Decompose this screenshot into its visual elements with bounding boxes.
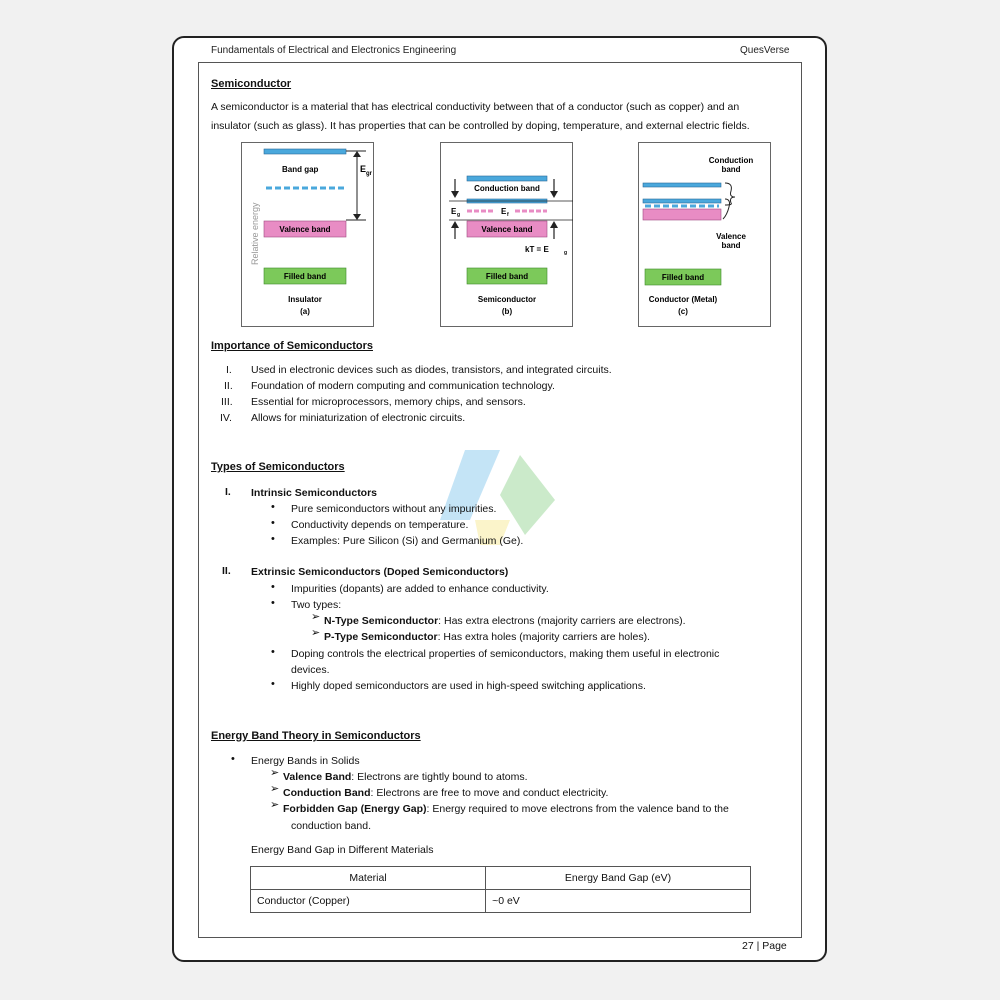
eg-label: E (360, 164, 367, 174)
section-title-semiconductor: Semiconductor (211, 78, 292, 90)
ptype-desc: : Has extra holes (majority carriers are holes). (437, 631, 650, 643)
list-item: Two types: (291, 599, 342, 611)
table-cell: Conductor (Copper) (251, 890, 486, 913)
list-item: Essential for microprocessors, memory chips, and sensors. (251, 396, 526, 408)
extrinsic-title: Extrinsic Semiconductors (Doped Semiconductors) (251, 566, 509, 578)
eg-sub: gr (366, 171, 372, 177)
ntype-term: N-Type Semiconductor (324, 615, 439, 627)
conduction-desc: : Electrons are free to move and conduct electricity. (370, 787, 609, 799)
figure-letter: (a) (300, 307, 310, 316)
list-item (283, 803, 729, 815)
list-num: III. (221, 396, 233, 408)
kt-sub: g (564, 250, 568, 256)
section-title-types: Types of Semiconductors (211, 461, 345, 473)
table-row (251, 890, 751, 913)
figure-caption: Insulator (288, 295, 322, 304)
forbidden-term: Forbidden Gap (Energy Gap) (283, 803, 427, 815)
valence-term: Valence Band (283, 771, 352, 783)
ntype-desc: : Has extra electrons (majority carriers are electrons). (438, 615, 686, 627)
list-item: Examples: Pure Silicon (Si) and Germanium (Ge). (291, 535, 524, 547)
kt-label: kT = E (525, 245, 549, 254)
list-item: Conductivity depends on temperature. (291, 519, 469, 531)
list-num: I. (226, 364, 232, 376)
arrow-bullet-icon: ➢ (311, 627, 321, 639)
bullet-icon: • (271, 501, 275, 513)
filled-band-label: Filled band (283, 272, 327, 281)
relative-energy-axis-label: Relative energy (250, 202, 260, 265)
list-item: conduction band. (291, 820, 371, 832)
section-title-energy: Energy Band Theory in Semiconductors (211, 730, 421, 742)
valence-band-label: Valence band (481, 225, 533, 234)
figure-letter: (c) (678, 307, 688, 316)
list-item (283, 771, 528, 783)
table-cell: ~0 eV (486, 890, 751, 913)
valence-label-line2: band (721, 241, 741, 250)
eg-sub: g (457, 212, 461, 218)
intro-paragraph-line1: A semiconductor is a material that has electrical conductivity between that of a conductor (such as copper) and an (211, 101, 740, 113)
list-item: Impurities (dopants) are added to enhance conductivity. (291, 583, 549, 595)
ef-label: E (501, 207, 507, 216)
conduction-term: Conduction Band (283, 787, 371, 799)
ptype-term: P-Type Semiconductor (324, 631, 438, 643)
arrow-bullet-icon: ➢ (270, 767, 280, 779)
list-item (324, 631, 650, 643)
list-item: devices. (291, 664, 330, 676)
list-num: I. (225, 486, 231, 498)
list-item (283, 787, 608, 799)
list-item: Pure semiconductors without any impurities. (291, 503, 497, 515)
filled-band-label: Filled band (661, 273, 705, 282)
arrow-bullet-icon: ➢ (270, 799, 280, 811)
ef-sub: f (507, 212, 509, 218)
figure-conductor (638, 142, 771, 327)
arrow-bullet-icon: ➢ (270, 783, 280, 795)
bullet-icon: • (271, 533, 275, 545)
list-num: II. (224, 380, 233, 392)
list-num: IV. (220, 412, 232, 424)
bullet-icon: • (271, 581, 275, 593)
list-item: Doping controls the electrical properties of semiconductors, making them useful in electronic (291, 648, 720, 660)
valence-band-label: Valence band (279, 225, 331, 234)
conduction-band-bar (264, 149, 346, 154)
figure-caption: Conductor (Metal) (648, 295, 718, 304)
conduction-label-line1: Conduction (708, 156, 754, 165)
valence-label-line1: Valence (716, 232, 746, 241)
section-title-importance: Importance of Semiconductors (211, 340, 373, 352)
filled-band-label: Filled band (485, 272, 529, 281)
table-caption: Energy Band Gap in Different Materials (251, 844, 434, 856)
bullet-icon: • (271, 597, 275, 609)
header-brand: QuesVerse (740, 45, 790, 56)
bullet-icon: • (271, 646, 275, 658)
conduction-band-label: Conduction band (474, 184, 540, 193)
page-number: 27 | Page (742, 940, 787, 952)
intro-paragraph-line2: insulator (such as glass). It has properties that can be controlled by doping, temperature, and external electric fields. (211, 120, 750, 132)
list-item: Energy Bands in Solids (251, 755, 360, 767)
figure-letter: (b) (501, 307, 513, 316)
bullet-icon: • (271, 678, 275, 690)
list-item: Foundation of modern computing and communication technology. (251, 380, 555, 392)
table-header-cell: Material (251, 867, 486, 890)
list-num: II. (222, 565, 231, 577)
forbidden-desc: : Energy required to move electrons from the valence band to the (426, 803, 729, 815)
band-gap-table (250, 866, 751, 913)
table-header-row (251, 867, 751, 890)
figure-caption: Semiconductor (477, 295, 537, 304)
conduction-label-line2: band (721, 165, 741, 174)
bullet-icon: • (271, 517, 275, 529)
header-title: Fundamentals of Electrical and Electronics Engineering (211, 45, 457, 56)
valence-desc: : Electrons are tightly bound to atoms. (351, 771, 528, 783)
figure-insulator (241, 142, 374, 327)
list-item (324, 615, 686, 627)
table-header-cell: Energy Band Gap (eV) (486, 867, 751, 890)
list-item: Highly doped semiconductors are used in high-speed switching applications. (291, 680, 646, 692)
arrow-bullet-icon: ➢ (311, 611, 321, 623)
eg-label: E (451, 207, 457, 216)
band-gap-label: Band gap (282, 165, 319, 174)
list-item: Allows for miniaturization of electronic circuits. (251, 412, 466, 424)
figure-semiconductor (440, 142, 573, 327)
list-item: Used in electronic devices such as diodes, transistors, and integrated circuits. (251, 364, 612, 376)
intrinsic-title: Intrinsic Semiconductors (251, 487, 378, 499)
bullet-icon: • (231, 753, 235, 765)
